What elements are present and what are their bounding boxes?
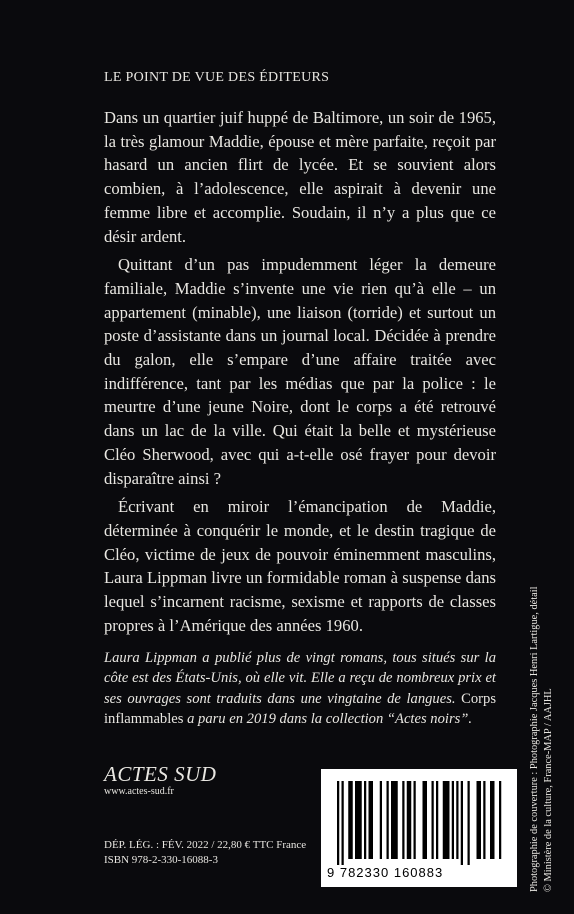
- photo-credit-line-1: Photographie de couverture : Photographie Jacques Henri Lartigue, détail: [529, 586, 540, 892]
- barcode: [321, 769, 517, 887]
- barcode-bar: [423, 781, 428, 859]
- barcode-bar: [499, 781, 501, 859]
- summary-paragraph-1: Dans un quartier juif huppé de Baltimore, un soir de 1965, la très glamour Maddie, épouse et mère parfaite, reçoit par hasard un ancien flirt de lycée. Et se souvient alors combien, à l’adolescence, elle aspirait à devenir une femme libre et accomplie. Soudain, il n’y a plus que ce désir ardent.: [104, 108, 496, 246]
- barcode-bar: [348, 781, 353, 859]
- barcode-bar: [380, 781, 382, 859]
- photo-credit: [528, 522, 566, 892]
- author-bio: [104, 648, 496, 730]
- barcode-bar: [432, 781, 434, 859]
- author-bio-part-1: Laura Lippman a publié plus de vingt romans, tous situés sur la côte est des États-Unis, où elle vit. Elle a reçu de nombreux prix et ses ouvrages sont traduits dans une vingtaine de langues.: [104, 650, 496, 707]
- barcode-bar: [477, 781, 482, 859]
- publisher-website: www.actes-sud.fr: [104, 786, 174, 797]
- barcode-bar: [369, 781, 374, 859]
- section-heading: LE POINT DE VUE DES ÉDITEURS: [104, 70, 330, 85]
- barcode-bar: [337, 781, 339, 865]
- barcode-bar: [452, 781, 454, 859]
- barcode-bar: [414, 781, 416, 859]
- barcode-bar: [456, 781, 458, 859]
- barcode-bar: [355, 781, 362, 859]
- barcode-bar: [443, 781, 450, 859]
- isbn: ISBN 978-2-330-16088-3: [104, 854, 218, 866]
- barcode-digits: 9 782330 160883: [327, 865, 444, 880]
- author-bio-part-2: a paru en 2019 dans la collection “Actes noirs”.: [187, 711, 473, 728]
- legal-deposit-price: DÉP. LÉG. : FÉV. 2022 / 22,80 € TTC France: [104, 839, 307, 851]
- summary-text: [104, 106, 496, 637]
- barcode-bar: [387, 781, 389, 859]
- previous-book-title: Corps inflammables: [104, 690, 496, 728]
- legal-info: [104, 838, 306, 868]
- barcode-bar: [391, 781, 398, 859]
- barcode-bar: [483, 781, 485, 859]
- barcode-bar: [407, 781, 412, 859]
- barcode-bar: [342, 781, 344, 865]
- publisher-logo: ACTES SUD: [104, 762, 217, 786]
- barcode-bar: [461, 781, 463, 865]
- barcode-bar: [436, 781, 438, 859]
- summary-paragraph-3: Écrivant en miroir l’émancipation de Maddie, déterminée à conquérir le monde, et le destin tragique de Cléo, victime de jeux de pouvoir éminemment masculins, Laura Lippman livre un formidable roman à suspense dans lequel s’incarnent racisme, sexisme et rapports de classes propres à l’Amérique des années 1960.: [104, 497, 496, 635]
- barcode-bar: [364, 781, 366, 859]
- barcode-bar: [468, 781, 470, 865]
- barcode-bar: [490, 781, 495, 859]
- photo-credit-line-2: © Ministère de la culture, France-MAP / AAJHL: [543, 688, 554, 892]
- summary-paragraph-2: Quittant d’un pas impudemment léger la demeure familiale, Maddie s’invente une vie rien qu’à elle – un appartement (minable), une liaison (torride) et surtout un poste d’assistante dans un journal local. Décidée à prendre du galon, elle s’empare d’une affaire traitée avec indifférence, tant par les médias que par la police : le meurtre d’une jeune Noire, dont le corps a été retrouvé dans un lac de la ville. Qui était la belle et mystérieuse Cléo Sherwood, avec qui a-t-elle osé frayer pour devoir disparaître ainsi ?: [104, 255, 496, 488]
- barcode-bar: [402, 781, 404, 859]
